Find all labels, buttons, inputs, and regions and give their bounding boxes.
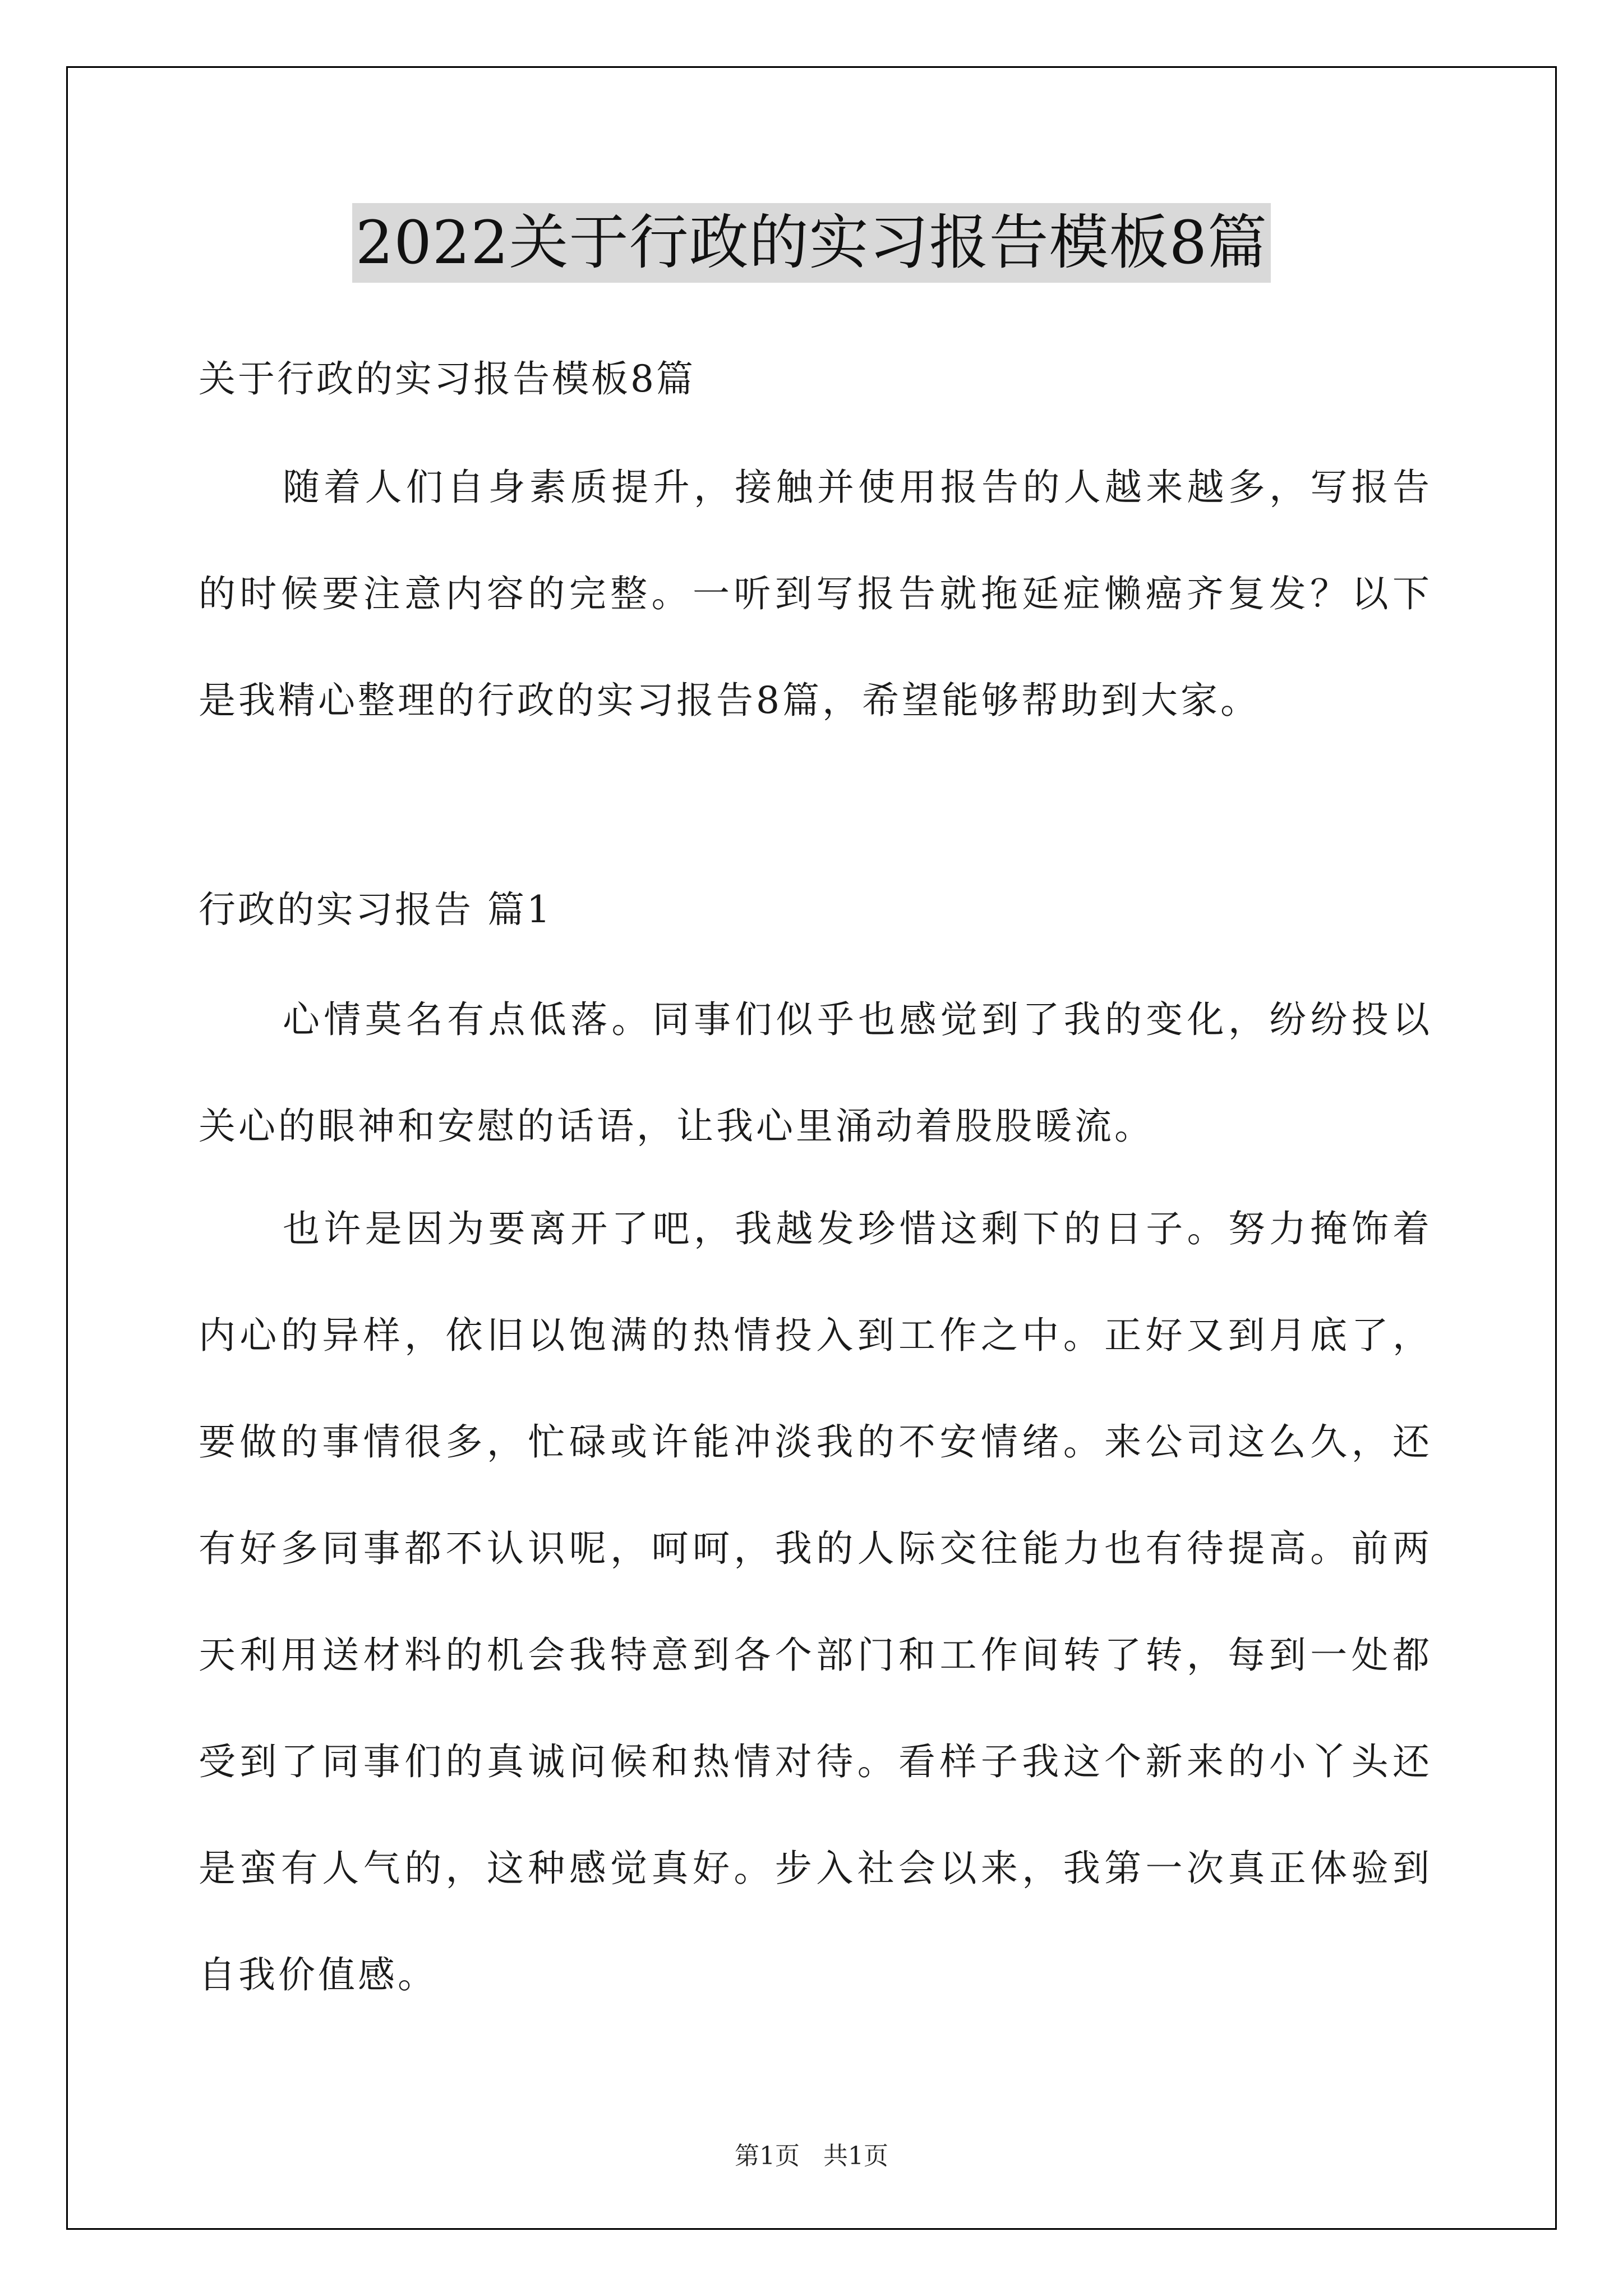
document-title: 2022关于行政的实习报告模板8篇 <box>352 203 1271 283</box>
section1-paragraph-1: 心情莫名有点低落。同事们似乎也感觉到了我的变化，纷纷投以关心的眼神和安慰的话语，让我心里涌动着股股暖流。 <box>199 998 1432 1148</box>
page-number-current: 第1页 <box>735 2142 800 2170</box>
intro-paragraph: 随着人们自身素质提升，接触并使用报告的人越来越多，写报告的时候要注意内容的完整。一听到写报告就拖延症懒癌齐复发？以下是我精心整理的行政的实习报告8篇，希望能够帮助到大家。 <box>199 466 1432 722</box>
page-footer <box>0 2139 1623 2173</box>
title-container <box>0 203 1623 283</box>
document-subtitle: 关于行政的实习报告模板8篇 <box>199 357 695 401</box>
section-heading: 行政的实习报告 篇1 <box>199 888 552 931</box>
section1-paragraph-2: 也许是因为要离开了吧，我越发珍惜这剩下的日子。努力掩饰着内心的异样，依旧以饱满的热情投入到工作之中。正好又到月底了，要做的事情很多，忙碌或许能冲淡我的不安情绪。来公司这么久，还有好多同事都不认识呢，呵呵，我的人际交往能力也有待提高。前两天利用送材料的机会我特意到各个部门和工作间转了转，每到一处都受到了同事们的真诚问候和热情对待。看样子我这个新来的小丫头还是蛮有人气的，这种感觉真好。步入社会以来，我第一次真正体验到自我价值感。 <box>199 1207 1432 1996</box>
page-number-total: 共1页 <box>823 2142 888 2170</box>
